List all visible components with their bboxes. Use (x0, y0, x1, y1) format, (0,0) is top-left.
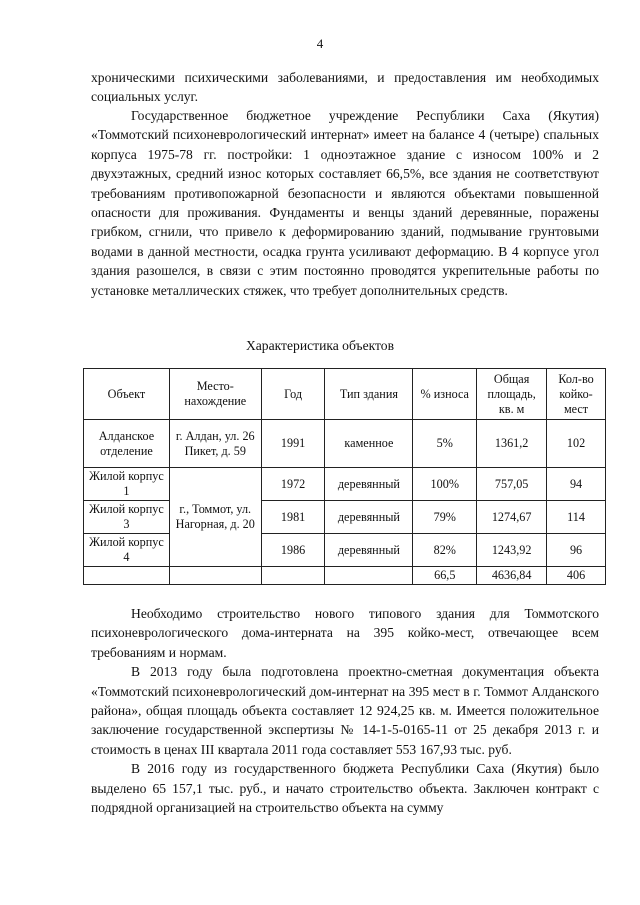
cell-beds: 102 (547, 420, 606, 468)
cell-object: Жилой корпус 3 (84, 501, 170, 534)
text-block-top (91, 68, 599, 107)
header-object: Объект (84, 369, 170, 420)
cell-type: деревянный (325, 501, 413, 534)
cell-total-wear: 66,5 (413, 567, 477, 585)
cell-empty (84, 567, 170, 585)
table-row (84, 501, 606, 534)
cell-object: Жилой корпус 1 (84, 468, 170, 501)
cell-wear: 79% (413, 501, 477, 534)
cell-year: 1981 (261, 501, 325, 534)
cell-object: Жилой корпус 4 (84, 534, 170, 567)
cell-object: Алданское отделение (84, 420, 170, 468)
page-number: 4 (316, 36, 324, 51)
cell-total-beds: 406 (547, 567, 606, 585)
objects-table (83, 368, 606, 585)
table-caption: Характеристика объектов (245, 338, 395, 353)
header-location: Место-нахождение (169, 369, 261, 420)
cell-area: 1243,92 (477, 534, 547, 567)
table-total-row (84, 567, 606, 585)
cell-wear: 5% (413, 420, 477, 468)
cell-location: г. Алдан, ул. 26 Пикет, д. 59 (169, 420, 261, 468)
text-block-bottom (91, 604, 599, 817)
header-beds: Кол-во койко-мест (547, 369, 606, 420)
cell-type: каменное (325, 420, 413, 468)
cell-area: 1361,2 (477, 420, 547, 468)
cell-empty (169, 567, 261, 585)
cell-year: 1972 (261, 468, 325, 501)
header-wear: % износа (413, 369, 477, 420)
paragraph-4: В 2013 году была подготовлена проектно-сметная документация объекта «Томмотский психоневрологический дом-интернат на 395 мест в г. Томмот Алданского района», общая площадь объекта составляет 12 924,25 кв. м. Имеется положительное заключение государственной экспертизы № 14-1-5-0165-11 от 25 декабря 2013 г. и стоимость в ценах III квартала 2011 года составляет 553 167,93 тыс. руб. (91, 664, 599, 757)
text-block-2 (91, 106, 599, 300)
cell-wear: 82% (413, 534, 477, 567)
cell-beds: 94 (547, 468, 606, 501)
cell-empty (261, 567, 325, 585)
cell-beds: 96 (547, 534, 606, 567)
cell-type: деревянный (325, 468, 413, 501)
cell-total-area: 4636,84 (477, 567, 547, 585)
cell-area: 1274,67 (477, 501, 547, 534)
table-row (84, 534, 606, 567)
table-row (84, 420, 606, 468)
cell-location: г., Томмот, ул. Нагорная, д. 20 (169, 468, 261, 567)
table-header-row (84, 369, 606, 420)
cell-year: 1991 (261, 420, 325, 468)
header-area: Общая площадь, кв. м (477, 369, 547, 420)
header-type: Тип здания (325, 369, 413, 420)
paragraph-3: Необходимо строительство нового типового здания для Томмотского психоневрологического дома-интерната на 395 койко-мест, отвечающее всем требованиям и нормам. (91, 606, 599, 660)
paragraph-5: В 2016 году из государственного бюджета Республики Саха (Якутия) было выделено 65 157,1 тыс. руб., и начато строительство объекта. Заключен контракт с подрядной организацией на строительство объекта на сумму (91, 761, 599, 816)
paragraph-1: хроническими психическими заболеваниями, и предоставления им необходимых социальных услуг. (91, 70, 599, 105)
header-year: Год (261, 369, 325, 420)
cell-empty (325, 567, 413, 585)
cell-type: деревянный (325, 534, 413, 567)
cell-beds: 114 (547, 501, 606, 534)
table-row (84, 468, 606, 501)
cell-wear: 100% (413, 468, 477, 501)
cell-year: 1986 (261, 534, 325, 567)
paragraph-2: Государственное бюджетное учреждение Республики Саха (Якутия) «Томмотский психоневрологический интернат» имеет на балансе 4 (четыре) спальных корпуса 1975-78 гг. постройки: 1 одноэтажное здание с износом 100% и 2 двухэтажных, средний износ которых составляет 66,5%, все здания не соответствуют требованиям противопожарной безопасности и являются объектами повышенной опасности для проживания. Фундаменты и венцы зданий деревянные, поражены грибком, сгнили, что привело к деформированию зданий, подмывание грунтовыми водами в данной местности, осадка грунта усиливают деформацию. В 4 корпусе угол здания разошелся, в связи с этим постоянно проводятся укрепительные работы по установке металлических стяжек, что требует дополнительных средств. (91, 108, 599, 298)
cell-area: 757,05 (477, 468, 547, 501)
